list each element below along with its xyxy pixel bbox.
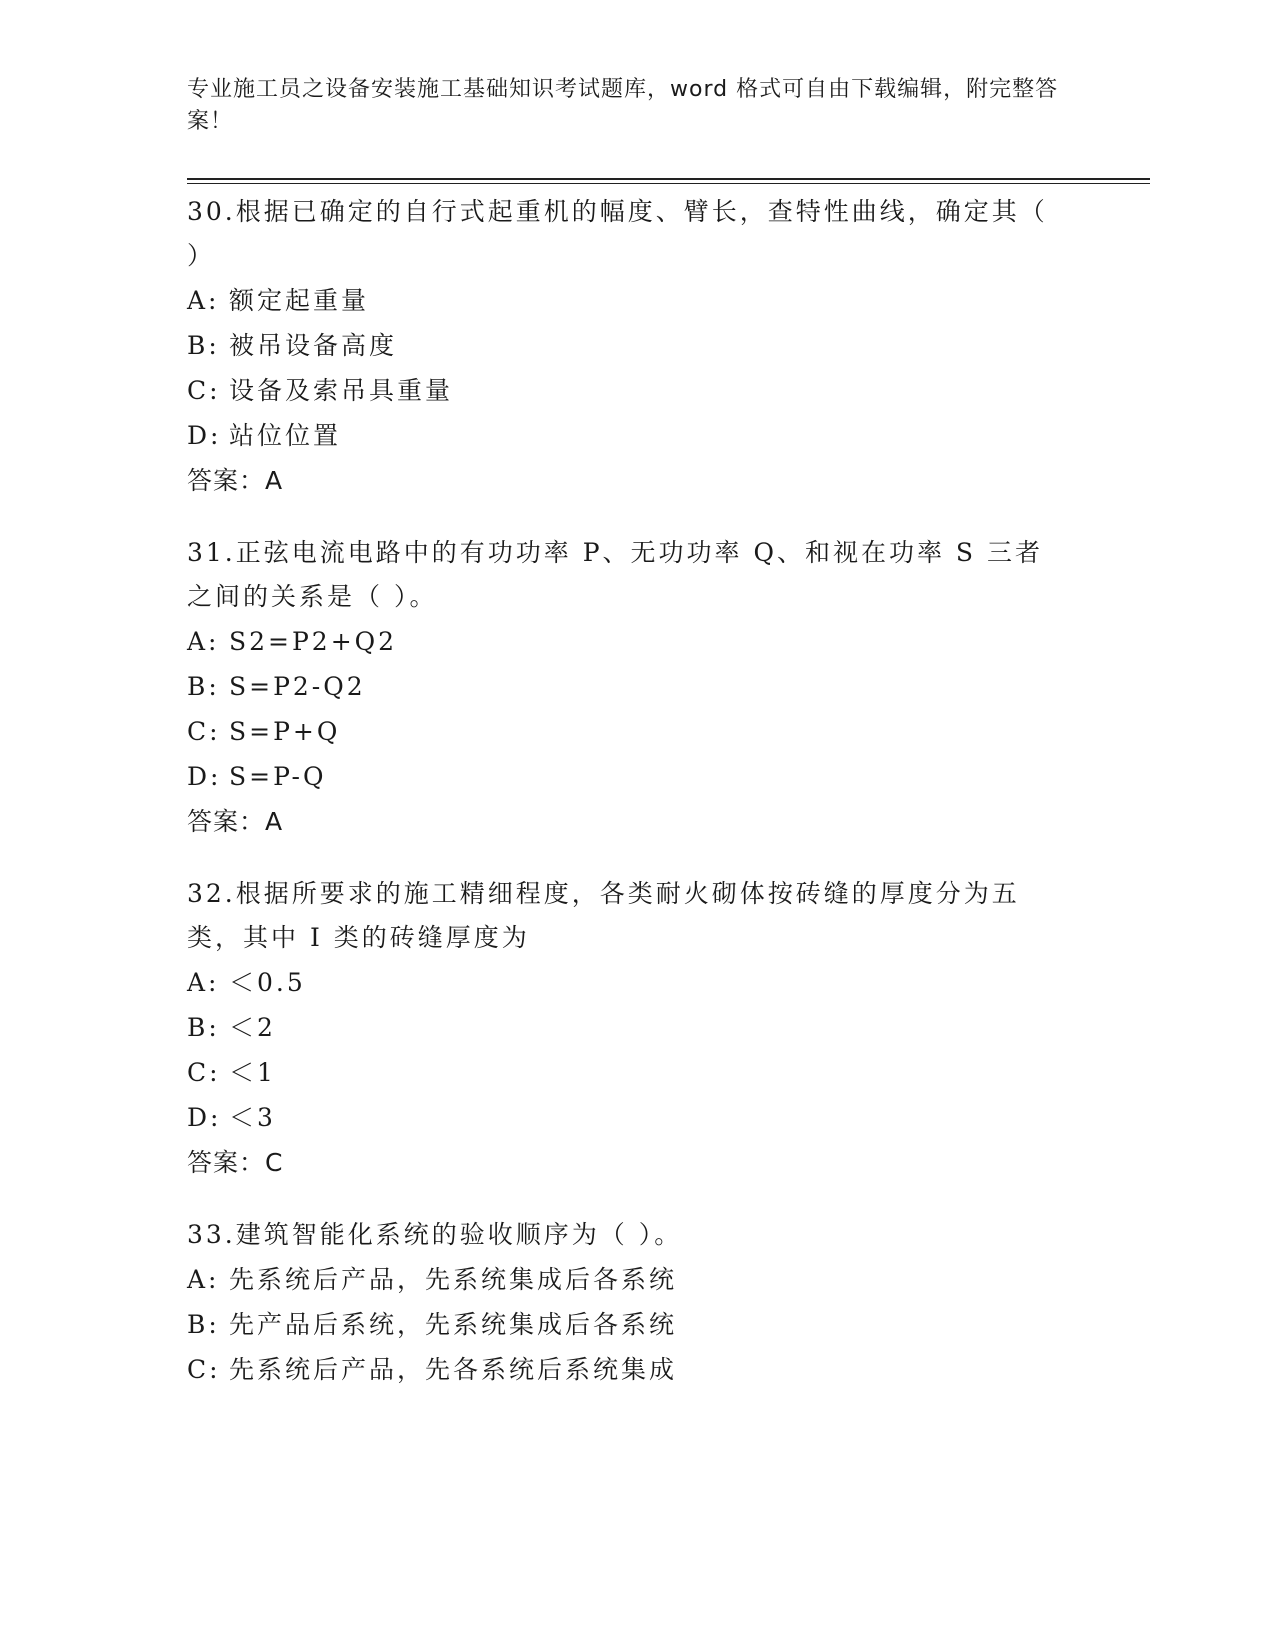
- option-c: [187, 709, 1087, 754]
- option-text: S2=P2+Q2: [229, 627, 398, 656]
- option-text: S=P2-Q2: [229, 672, 366, 701]
- option-text: 设备及索吊具重量: [229, 376, 454, 405]
- option-a: [187, 619, 1087, 664]
- question-stem: 32.根据所要求的施工精细程度，各类耐火砌体按砖缝的厚度分为五类，其中 I 类的砖缝厚度为: [187, 879, 1020, 952]
- option-text: 先系统后产品，先系统集成后各系统: [229, 1265, 678, 1294]
- question-stem: 31.正弦电流电路中的有功功率 P、无功功率 Q、和视在功率 S 三者之间的关系是（ ）。: [187, 538, 1043, 611]
- option-a: [187, 1257, 1087, 1302]
- option-letter: C:: [187, 717, 221, 746]
- header-divider-thick: [187, 178, 1150, 180]
- option-a: [187, 960, 1087, 1005]
- option-d: [187, 413, 1087, 458]
- option-letter: C:: [187, 376, 221, 405]
- option-letter: B:: [187, 331, 220, 360]
- question-list: [187, 190, 1087, 1420]
- option-letter: D:: [187, 421, 222, 450]
- option-text: 被吊设备高度: [229, 331, 398, 360]
- option-letter: D:: [187, 762, 222, 791]
- option-letter: B:: [187, 1310, 220, 1339]
- option-letter: A:: [187, 968, 220, 997]
- option-text: ＜3: [229, 1103, 276, 1132]
- option-text: 先产品后系统，先系统集成后各系统: [229, 1310, 678, 1339]
- question-stem: 30.根据已确定的自行式起重机的幅度、臂长，查特性曲线，确定其（ ）: [187, 197, 1048, 270]
- option-b: [187, 323, 1087, 368]
- answer-line: 答案：A: [187, 466, 284, 495]
- option-letter: A:: [187, 286, 220, 315]
- option-b: [187, 1302, 1087, 1347]
- question-stem: 33.建筑智能化系统的验收顺序为（ ）。: [187, 1220, 683, 1249]
- question-33: [187, 1213, 1087, 1392]
- question-31: [187, 531, 1087, 844]
- option-text: ＜2: [229, 1013, 276, 1042]
- option-d: [187, 1095, 1087, 1140]
- answer-line: 答案：C: [187, 1148, 284, 1177]
- option-letter: C:: [187, 1355, 221, 1384]
- option-c: [187, 368, 1087, 413]
- option-d: [187, 754, 1087, 799]
- option-text: S=P-Q: [229, 762, 327, 791]
- option-letter: B:: [187, 1013, 220, 1042]
- option-text: ＜1: [229, 1058, 276, 1087]
- option-letter: A:: [187, 1265, 220, 1294]
- option-letter: A:: [187, 627, 220, 656]
- document-header: 专业施工员之设备安装施工基础知识考试题库，word 格式可自由下载编辑，附完整答案！: [187, 77, 1059, 134]
- option-text: 站位位置: [229, 421, 342, 450]
- question-32: [187, 872, 1087, 1185]
- option-text: 额定起重量: [229, 286, 370, 315]
- option-letter: B:: [187, 672, 220, 701]
- answer-line: 答案：A: [187, 807, 284, 836]
- option-b: [187, 1005, 1087, 1050]
- option-text: 先系统后产品，先各系统后系统集成: [229, 1355, 678, 1384]
- option-b: [187, 664, 1087, 709]
- option-c: [187, 1347, 1087, 1392]
- header-divider-thin: [187, 183, 1150, 184]
- option-text: ＜0.5: [229, 968, 306, 997]
- option-letter: D:: [187, 1103, 222, 1132]
- option-letter: C:: [187, 1058, 221, 1087]
- question-30: [187, 190, 1087, 503]
- option-c: [187, 1050, 1087, 1095]
- option-a: [187, 278, 1087, 323]
- option-text: S=P+Q: [229, 717, 341, 746]
